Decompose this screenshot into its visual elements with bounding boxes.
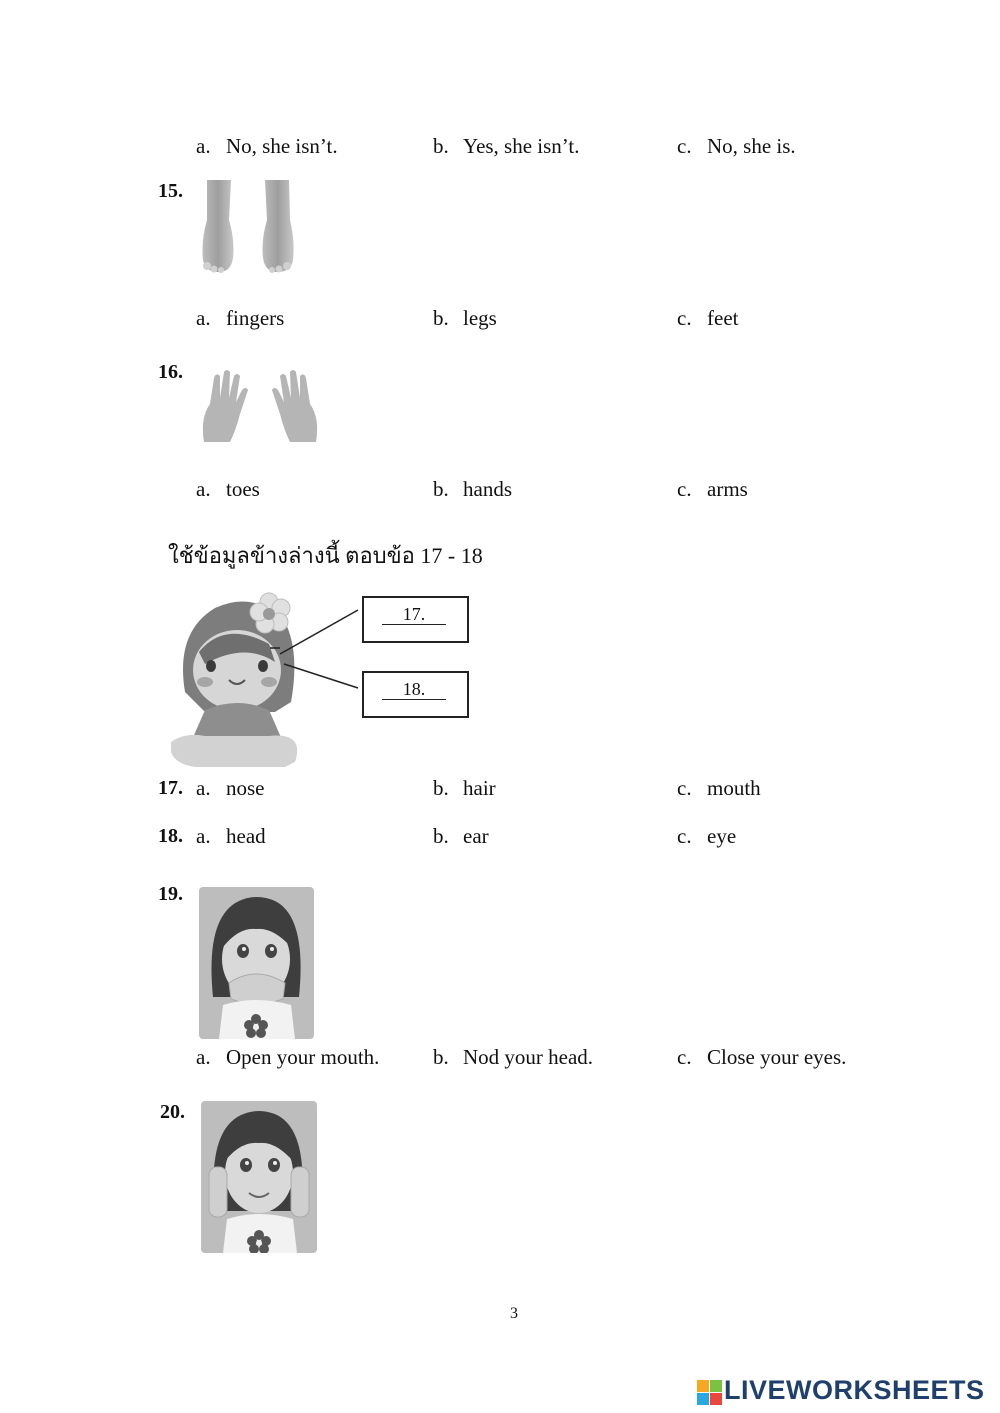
girl-covering-ears-icon [201,1101,317,1253]
q18-option-a[interactable]: a. head [196,824,266,848]
question-number-17: 17. [158,777,183,799]
answer-box-17[interactable]: 17. [362,596,469,643]
q14-option-c[interactable]: c. No, she is. [677,134,796,158]
logo-square-3 [697,1393,709,1405]
logo-square-2 [710,1380,722,1392]
q17-option-c[interactable]: c. mouth [677,776,761,800]
brand-wordmark[interactable]: LIVEWORKSHEETS [724,1375,985,1405]
logo-square-4 [710,1393,722,1405]
hands-icon [196,368,321,444]
q19-option-a[interactable]: a. Open your mouth. [196,1045,380,1069]
instruction-text: ใช้ข้อมูลข้างล่างนี้ ตอบข้อ 17 - 18 [168,543,483,568]
q19-option-b[interactable]: b. Nod your head. [433,1045,594,1069]
question-number-15: 15. [158,180,183,202]
logo-square-1 [697,1380,709,1392]
feet-icon [195,180,300,278]
liveworksheets-logo [697,1380,723,1406]
page-number: 3 [510,1305,518,1322]
girl-covering-mouth-icon [199,887,314,1039]
q14-option-a[interactable]: a. No, she isn’t. [196,134,338,158]
question-number-16: 16. [158,361,183,383]
q16-option-b[interactable]: b. hands [433,477,512,501]
q18-option-b[interactable]: b. ear [433,824,489,848]
q19-option-c[interactable]: c. Close your eyes. [677,1045,847,1069]
q16-option-c[interactable]: c. arms [677,477,748,501]
q14-option-b[interactable]: b. Yes, she isn’t. [433,134,580,158]
q17-option-b[interactable]: b. hair [433,776,496,800]
q17-option-a[interactable]: a. nose [196,776,265,800]
question-number-18: 18. [158,825,183,847]
question-number-20: 20. [160,1101,185,1123]
q15-option-c[interactable]: c. feet [677,306,739,330]
question-number-19: 19. [158,883,183,905]
q18-option-c[interactable]: c. eye [677,824,737,848]
q15-option-b[interactable]: b. legs [433,306,497,330]
answer-box-18[interactable]: 18. [362,671,469,718]
pointer-lines [270,608,365,692]
q15-option-a[interactable]: a. fingers [196,306,285,330]
q16-option-a[interactable]: a. toes [196,477,260,501]
